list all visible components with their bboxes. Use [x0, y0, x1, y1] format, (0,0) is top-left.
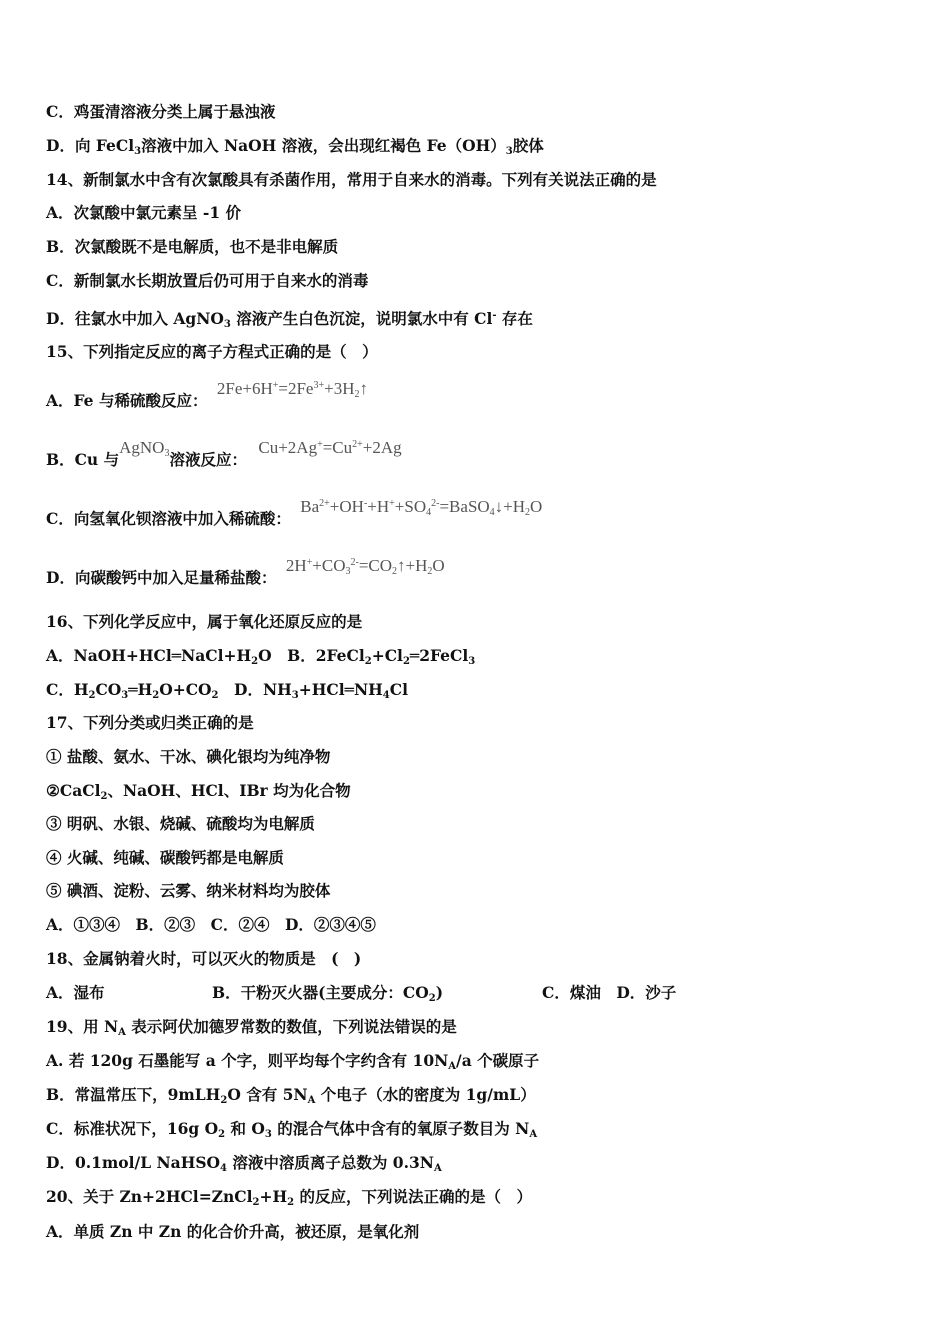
line-c1: C．鸡蛋清溶液分类上属于悬浊液 [46, 102, 276, 121]
q15-d-label: D．向碳酸钙中加入足量稀盐酸： [46, 568, 277, 587]
question-18: 18、金属钠着火时，可以灭火的物质是 ( ) [46, 949, 362, 968]
q19-option-b: B．常温常压下，9mLH$_2$O 含有 $5N_A$ 个电子（水的密度为 1g/mL） [46, 1085, 536, 1106]
q15-option-a [46, 379, 368, 417]
q17-options: A．①③④ B．②③ C．②④ D．②③④⑤ [46, 915, 376, 934]
q15-b-formula: $Cu+2Ag^+=Cu^{2+}+2Ag$ [258, 438, 402, 457]
q17-item-5: ⑤ 碘酒、淀粉、云雾、纳米材料均为胶体 [46, 881, 331, 900]
question-16: 16、下列化学反应中，属于氧化还原反应的是 [46, 612, 363, 631]
question-17: 17、下列分类或归类正确的是 [46, 713, 254, 732]
q15-b-reagent: AgNO$_3$ [119, 438, 170, 459]
q19-option-c: C．标准状况下，16g $O_2$ 和 $O_3$ 的混合气体中含有的氧原子数目为 $N_A$ [46, 1119, 538, 1140]
q14-option-b: B．次氯酸既不是电解质，也不是非电解质 [46, 237, 339, 256]
q15-c-label: C．向氢氧化钡溶液中加入稀硫酸： [46, 509, 291, 528]
question-20: 20、关于 $Zn+2HCl=ZnCl_2+H_2$ 的反应，下列说法正确的是（ ） [46, 1187, 532, 1208]
q17-item-3: ③ 明矾、水银、烧碱、硫酸均为电解质 [46, 814, 315, 833]
q17-item-2: ②CaCl$_2$、NaOH、HCl、IBr 均为化合物 [46, 781, 351, 802]
q18-option-a: A．湿布 [46, 983, 105, 1002]
q14-option-c: C．新制氯水长期放置后仍可用于自来水的消毒 [46, 271, 369, 290]
q15-a-label: A．Fe 与稀硫酸反应： [46, 391, 208, 410]
q19-option-d: D．0.1mol/L NaHSO$_4$ 溶液中溶质离子总数为 $0.3N_A$ [46, 1153, 442, 1174]
q20-option-a: A．单质 Zn 中 Zn 的化合价升高，被还原，是氧化剂 [46, 1222, 420, 1241]
q16-options-ab: A．$NaOH+HCl═NaCl+H_2O$ B．$2FeCl_2+Cl_2═2FeCl_3$ [46, 646, 476, 667]
q16-options-cd: C．$H_2CO_3═H_2O+CO_2$ D．$NH_3+HCl═NH_4Cl$ [46, 680, 408, 701]
q15-b-label2: 溶液反应： [169, 450, 247, 469]
q15-option-d [46, 556, 445, 594]
q18-options-cd: C．煤油 D．沙子 [542, 983, 677, 1002]
question-14: 14、新制氯水中含有次氯酸具有杀菌作用，常用于自来水的消毒。下列有关说法正确的是 [46, 170, 657, 189]
q15-option-b [46, 438, 402, 476]
q14-option-d: D．往氯水中加入 AgNO$_3$ 溶液产生白色沉淀，说明氯水中有 Cl- 存在 [46, 309, 533, 330]
q17-item-1: ① 盐酸、氨水、干冰、碘化银均为纯净物 [46, 747, 331, 766]
q15-b-label: B．Cu 与 [46, 450, 120, 469]
q15-a-formula: $2Fe+6H^+=2Fe^{3+}+3H_2↑$ [216, 379, 368, 400]
q15-option-c [46, 497, 543, 535]
q15-c-formula: $Ba^{2+}+OH^-+H^++SO_4^{2-}=BaSO_4↓+H_2O$ [300, 497, 543, 518]
q14-option-a: A．次氯酸中氯元素呈 -1 价 [46, 203, 242, 222]
question-15: 15、下列指定反应的离子方程式正确的是（ ） [46, 342, 378, 361]
line-d1: D．向 FeCl$_3$溶液中加入 NaOH 溶液，会出现红褐色 $Fe(OH)_3$胶体 [46, 136, 544, 157]
q17-item-4: ④ 火碱、纯碱、碳酸钙都是电解质 [46, 848, 284, 867]
q18-option-b: B．干粉灭火器(主要成分：$CO_2$) [212, 983, 444, 1004]
q15-d-formula: $2H^++CO_3^{2-}=CO_2↑+H_2O$ [285, 556, 445, 577]
q19-option-a: A. 若 120g 石墨能写 a 个字，则平均每个字约含有 $10N_A/a$ 个碳原子 [46, 1051, 540, 1072]
question-19: 19、用 $N_A$ 表示阿伏加德罗常数的数值，下列说法错误的是 [46, 1017, 457, 1038]
